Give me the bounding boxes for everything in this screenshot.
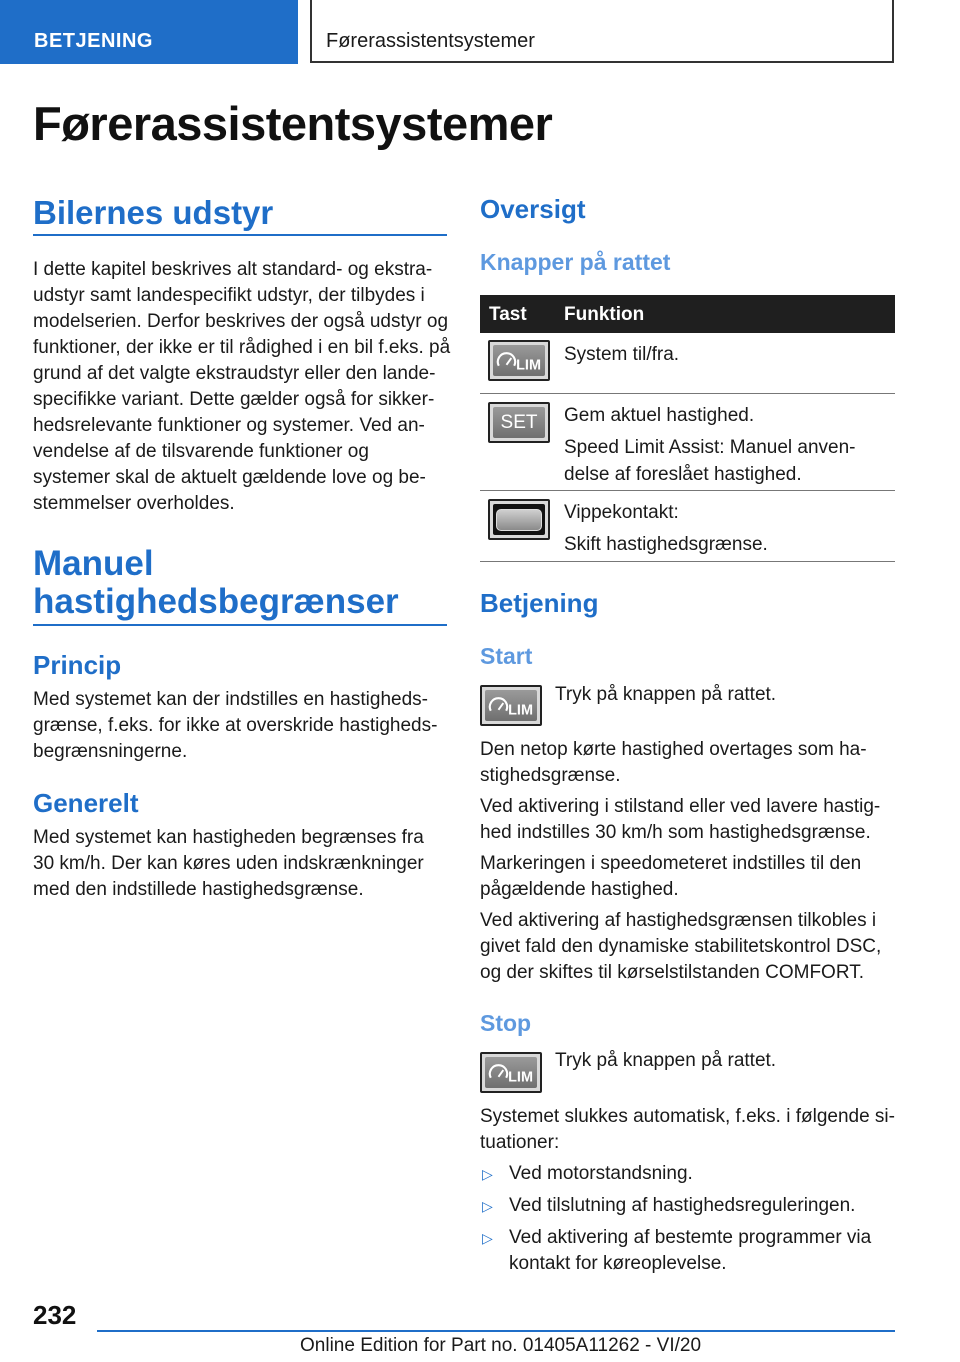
svg-text:LIM: LIM xyxy=(508,1069,533,1086)
paragraph-princip: Med systemet kan der indstilles en hastigheds- grænse, f.eks. for ikke at overskride hastigheds- begrænsningerne. xyxy=(33,689,438,762)
bullet-list xyxy=(480,1161,900,1277)
paragraph-generelt: Med systemet kan hastigheden begrænses fra 30 km/h. Der kan køres uden indskrænkninger med den indstillede hastighedsgrænse. xyxy=(33,827,424,900)
triangle-bullet-icon: ▷ xyxy=(482,1230,493,1246)
list-item: ▷ Ved aktivering af bestemte programmer via kontakt for køreoplevelse. xyxy=(482,1227,872,1274)
list-item: ▷ Ved tilslutning af hastighedsreguleringen. xyxy=(480,1193,900,1219)
heading-princip: Princip xyxy=(33,650,122,680)
lim-button-icon xyxy=(480,685,542,726)
heading-betjening: Betjening xyxy=(480,588,599,618)
heading-generelt: Generelt xyxy=(33,788,139,818)
table-row-3-text: Vippekontakt: Skift hastighedsgrænse. xyxy=(564,502,768,555)
heading-manuel-hastighedsbegraenser: Manuel hastighedsbegrænser xyxy=(33,544,399,621)
table-header-funktion: Funktion xyxy=(564,304,645,325)
table-row-1-text: System til/fra. xyxy=(564,344,680,365)
lim-button-icon xyxy=(488,340,550,381)
set-button-icon: SET xyxy=(488,402,550,443)
triangle-bullet-icon: ▷ xyxy=(482,1166,493,1182)
heading-start: Start xyxy=(480,643,533,669)
svg-text:LIM: LIM xyxy=(508,702,533,719)
heading-bilernes-udstyr: Bilernes udstyr xyxy=(33,194,274,231)
table-divider xyxy=(480,490,895,491)
heading-rule xyxy=(33,234,447,236)
table-header-tast: Tast xyxy=(489,304,527,325)
page-number: 232 xyxy=(33,1300,77,1330)
heading-stop: Stop xyxy=(480,1010,532,1036)
triangle-bullet-icon: ▷ xyxy=(482,1198,493,1214)
footer-rule xyxy=(97,1330,895,1332)
stop-instruction: Tryk på knappen på rattet. xyxy=(555,1050,777,1071)
heading-knapper-paa-rattet: Knapper på rattet xyxy=(480,249,671,275)
page-title: Førerassistentsystemer xyxy=(33,97,553,150)
footer-edition: Online Edition for Part no. 01405A11262 - VI/20 xyxy=(300,1335,702,1356)
table-divider xyxy=(480,561,895,562)
header-section-label: BETJENING xyxy=(34,30,153,52)
paragraph-bilernes-udstyr: I dette kapitel beskrives alt standard- og ekstra- udstyr samt landespecifikt udstyr, der tilbydes i modelserien. Derfor beskrives der også udstyr og funktioner, der ikke er til rådighed i en bil f.eks. på grund af det valgte ekstraudstyr eller den lande- specifikke variant. Dette gælder også for sikker- hedsrelevante funktioner og systemer. Ved an- vendelse af de tilsvarende funktioner og systemer skal de aktuelt gældende love og be- stemmelser overholdes. xyxy=(33,259,451,514)
svg-text:LIM: LIM xyxy=(516,357,541,374)
table-divider xyxy=(480,393,895,394)
heading-rule xyxy=(33,624,447,626)
list-item: ▷ Ved motorstandsning. xyxy=(480,1161,900,1187)
table-header xyxy=(480,295,895,333)
heading-oversigt: Oversigt xyxy=(480,194,586,224)
header-chapter-label: Førerassistentsystemer xyxy=(326,30,535,52)
table-row-2-text: Gem aktuel hastighed. Speed Limit Assist: Manuel anven- delse af foreslået hastighed. xyxy=(564,405,856,485)
start-instruction: Tryk på knappen på rattet. xyxy=(555,684,777,705)
paragraph-start: Den netop kørte hastighed overtages som ha- stighedsgrænse. Ved aktivering i stilstand eller ved lavere hastig- hed indstilles 30 km/h som hastighedsgrænse. Markeringen i speedometeret indstilles til den pågældende hastighed. Ved aktivering af hastighedsgrænsen tilkobles i givet fald den dynamiske stabilitetskontrol DSC, og der skiftes til kørselstilstanden COMFORT. xyxy=(480,739,882,983)
paragraph-stop: Systemet slukkes automatisk, f.eks. i følgende si- tuationer: xyxy=(480,1106,895,1153)
lim-button-icon xyxy=(480,1052,542,1093)
rocker-switch-icon xyxy=(488,499,550,540)
